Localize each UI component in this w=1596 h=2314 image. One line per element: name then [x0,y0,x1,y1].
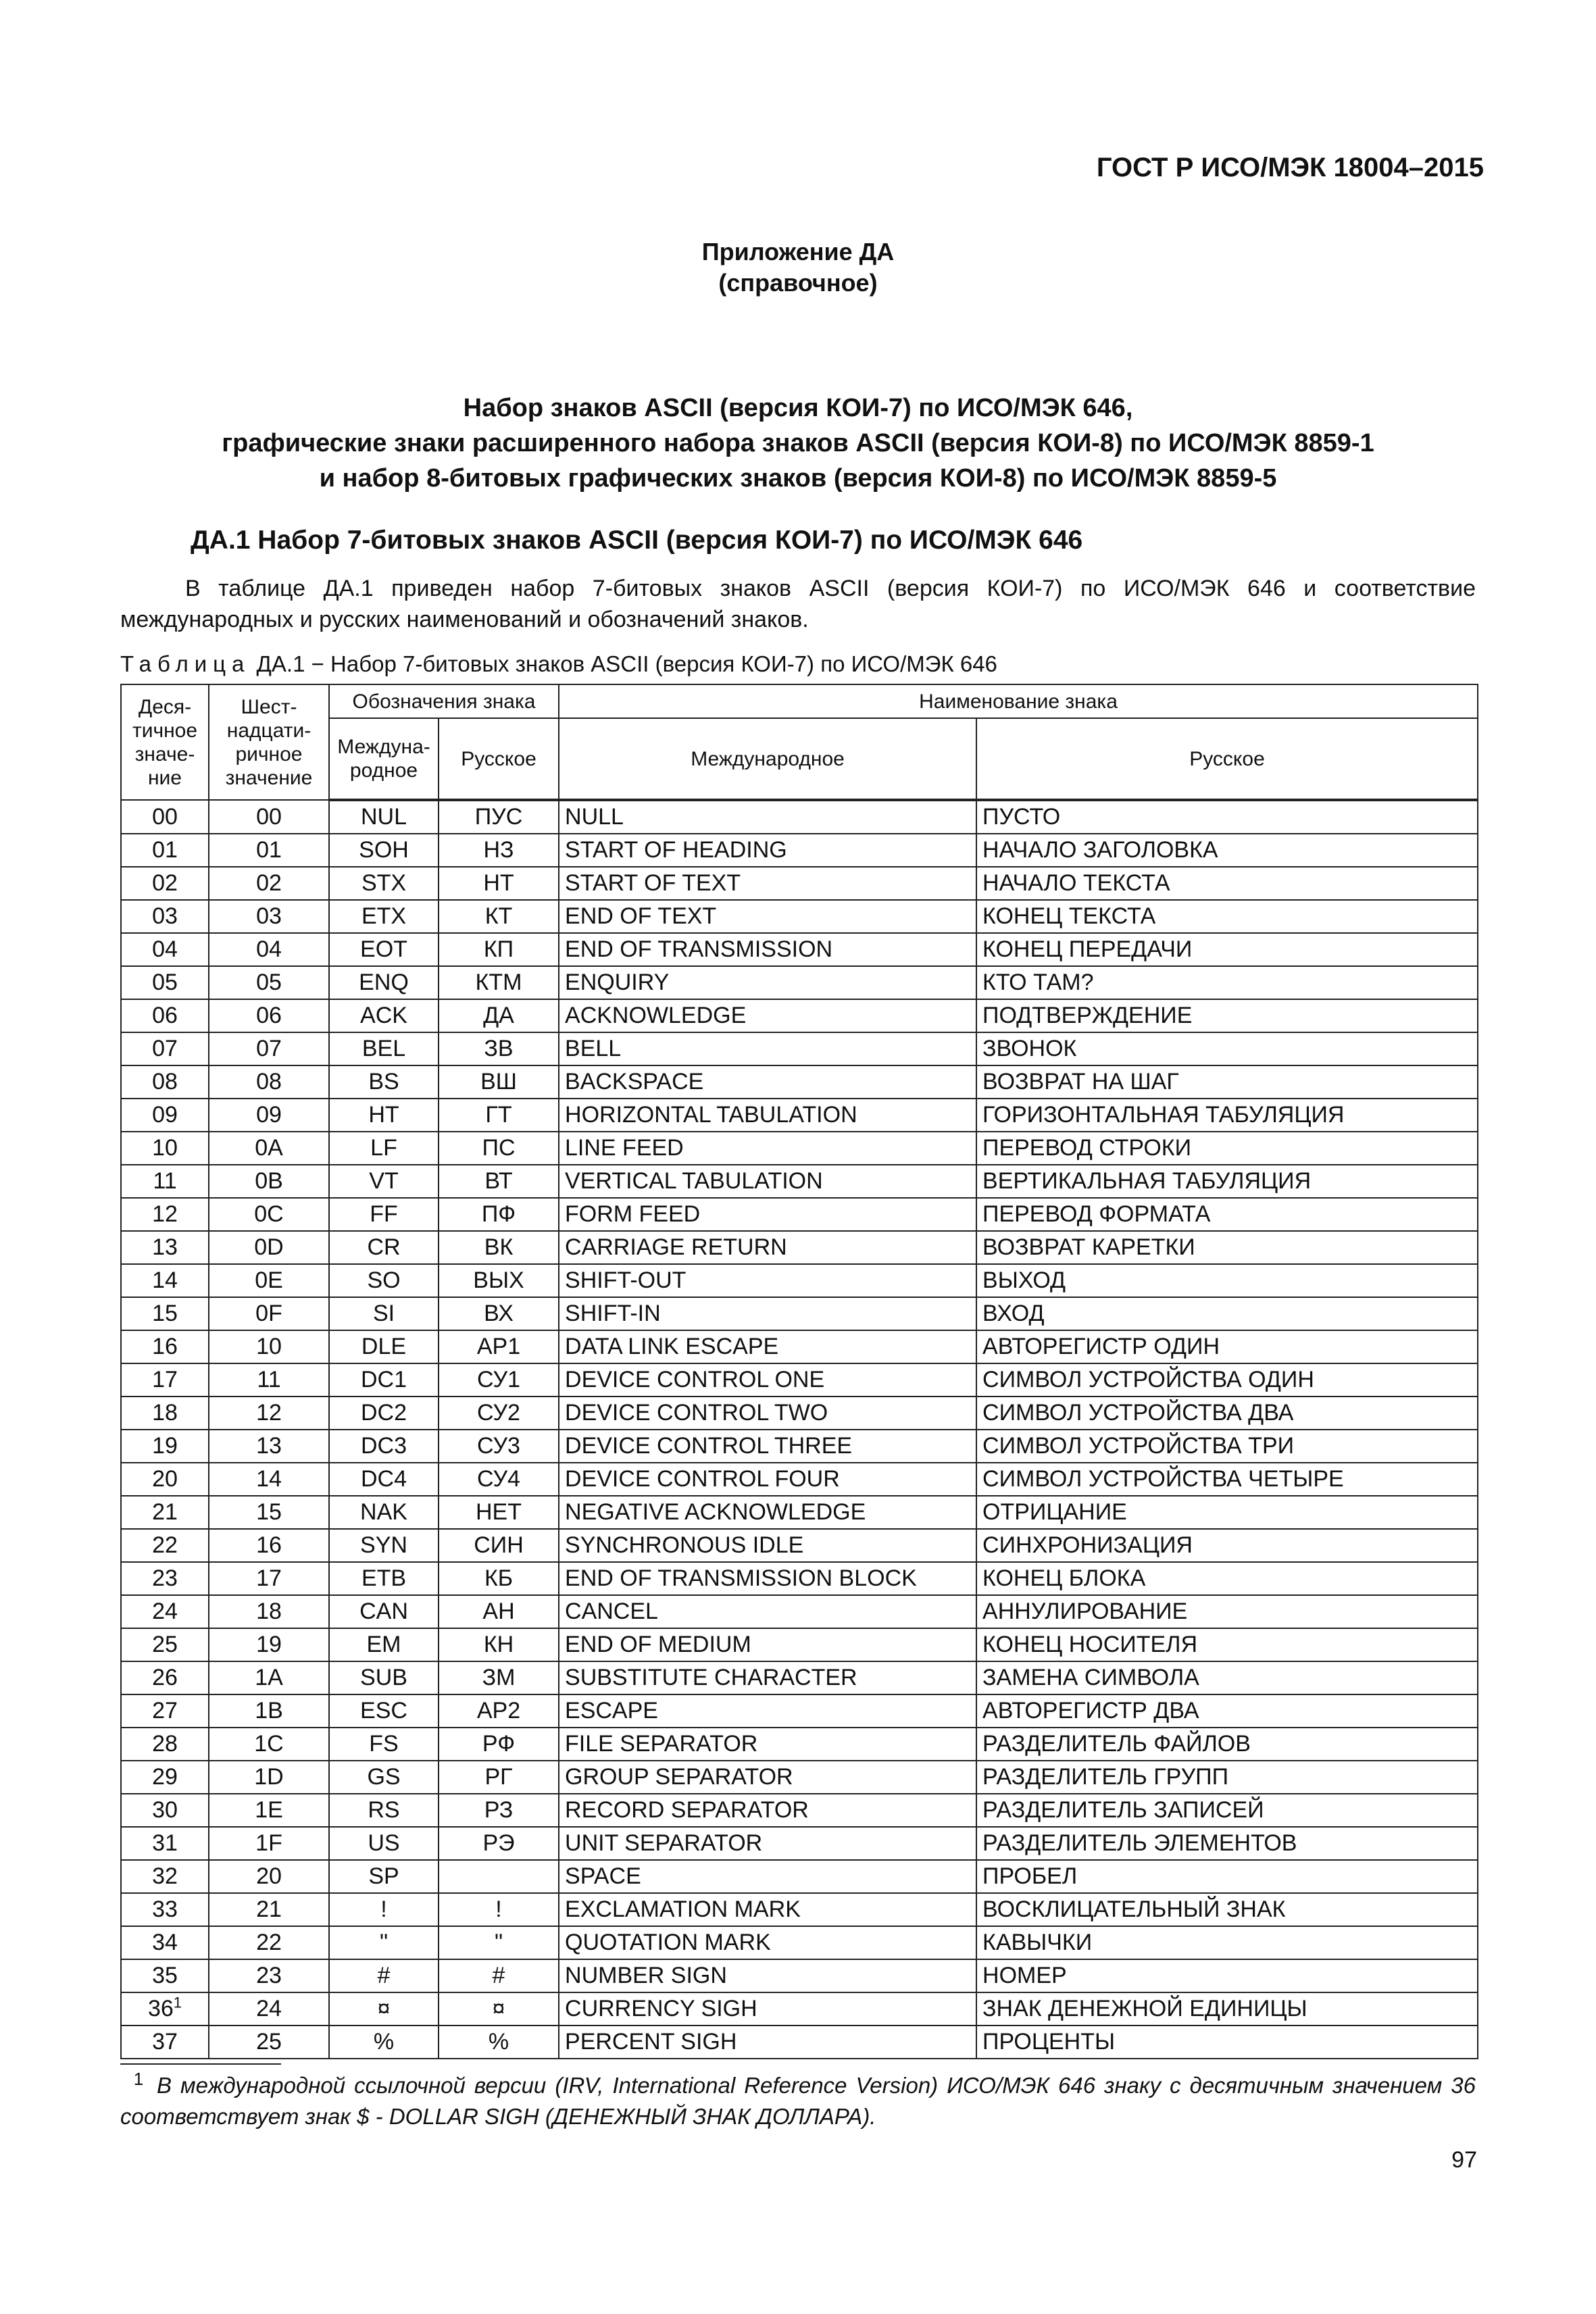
cell-symbol-russian: КТМ [439,966,559,999]
cell-hex: 0E [209,1264,329,1297]
cell-name-international: START OF HEADING [559,834,976,867]
appendix-heading [0,236,1596,299]
table-row [121,1529,1478,1562]
cell-symbol-russian: ВХ [439,1297,559,1330]
cell-hex: 15 [209,1496,329,1529]
cell-symbol-russian: НЗ [439,834,559,867]
title-line-1: Набор знаков ASCII (версия КОИ-7) по ИСО/МЭК 646, [463,394,1133,422]
cell-name-russian: ВОЗВРАТ НА ШАГ [976,1065,1478,1099]
cell-name-russian: ЗВОНОК [976,1032,1478,1065]
cell-hex: 18 [209,1595,329,1628]
cell-hex: 0C [209,1198,329,1231]
cell-name-russian: ВХОД [976,1297,1478,1330]
cell-name-international: UNIT SEPARATOR [559,1827,976,1860]
cell-decimal: 35 [121,1959,209,1992]
cell-name-russian: ПОДТВЕРЖДЕНИЕ [976,999,1478,1032]
cell-name-russian: ПРОЦЕНТЫ [976,2026,1478,2059]
cell-hex: 0A [209,1132,329,1165]
cell-symbol-international: DC3 [329,1430,439,1463]
table-row [121,1330,1478,1363]
header-symbol-russian: Русское [439,718,559,800]
cell-name-russian: РАЗДЕЛИТЕЛЬ ГРУПП [976,1761,1478,1794]
cell-hex: 06 [209,999,329,1032]
cell-hex: 12 [209,1397,329,1430]
footnote-text: В международной ссылочной версии (IRV, International Reference Version) ИСО/МЭК 646 знаку с десятичным значением 36 соответствует знак $ - DOLLAR SIGH (ДЕНЕЖНЫЙ ЗНАК ДОЛЛАРА). [120,2073,1476,2129]
cell-name-international: ESCAPE [559,1694,976,1728]
table-row [121,1893,1478,1926]
cell-symbol-russian: % [439,2026,559,2059]
cell-hex: 19 [209,1628,329,1661]
footnote-rule [120,2063,281,2065]
cell-hex: 04 [209,933,329,966]
cell-hex: 1E [209,1794,329,1827]
cell-decimal: 11 [121,1165,209,1198]
cell-hex: 07 [209,1032,329,1065]
cell-name-international: ACKNOWLEDGE [559,999,976,1032]
cell-symbol-russian: НТ [439,867,559,900]
cell-name-russian: РАЗДЕЛИТЕЛЬ ФАЙЛОВ [976,1728,1478,1761]
cell-decimal: 07 [121,1032,209,1065]
cell-name-russian: КОНЕЦ БЛОКА [976,1562,1478,1595]
cell-symbol-russian: ! [439,1893,559,1926]
cell-symbol-international: SP [329,1860,439,1893]
table-row [121,800,1478,834]
cell-symbol-international: DC2 [329,1397,439,1430]
cell-decimal: 03 [121,900,209,933]
table-row [121,1363,1478,1397]
cell-symbol-international: # [329,1959,439,1992]
table-row [121,1827,1478,1860]
table-row [121,867,1478,900]
table-row [121,1496,1478,1529]
cell-decimal: 16 [121,1330,209,1363]
cell-hex: 24 [209,1992,329,2026]
cell-hex: 03 [209,900,329,933]
cell-symbol-international: EM [329,1628,439,1661]
cell-name-international: DATA LINK ESCAPE [559,1330,976,1363]
cell-symbol-russian: АР2 [439,1694,559,1728]
intro-paragraph [120,573,1476,635]
cell-name-international: LINE FEED [559,1132,976,1165]
cell-symbol-international: CR [329,1231,439,1264]
cell-name-international: GROUP SEPARATOR [559,1761,976,1794]
cell-symbol-international: NUL [329,800,439,834]
cell-symbol-russian: КТ [439,900,559,933]
cell-decimal: 30 [121,1794,209,1827]
cell-symbol-international: DC4 [329,1463,439,1496]
cell-hex: 20 [209,1860,329,1893]
cell-name-international: HORIZONTAL TABULATION [559,1099,976,1132]
header-hex: Шест- надцати- ричное значение [209,684,329,800]
cell-symbol-russian: ПУС [439,800,559,834]
cell-symbol-international: HT [329,1099,439,1132]
caption-text: ДА.1 − Набор 7-битовых знаков ASCII (версия КОИ-7) по ИСО/МЭК 646 [250,651,997,676]
cell-decimal: 12 [121,1198,209,1231]
cell-symbol-international: FS [329,1728,439,1761]
footnote-ref: 1 [173,1994,182,2011]
header-decimal: Деся- тичное значе- ние [121,684,209,800]
cell-name-russian: КОНЕЦ НОСИТЕЛЯ [976,1628,1478,1661]
cell-hex: 10 [209,1330,329,1363]
cell-name-russian: КОНЕЦ ПЕРЕДАЧИ [976,933,1478,966]
cell-symbol-russian: АН [439,1595,559,1628]
cell-name-russian: РАЗДЕЛИТЕЛЬ ЭЛЕМЕНТОВ [976,1827,1478,1860]
cell-symbol-international: ETB [329,1562,439,1595]
cell-hex: 02 [209,867,329,900]
cell-symbol-international: BEL [329,1032,439,1065]
cell-symbol-russian: АР1 [439,1330,559,1363]
cell-symbol-russian: ВТ [439,1165,559,1198]
cell-symbol-russian: СУ2 [439,1397,559,1430]
cell-symbol-russian: ЗВ [439,1032,559,1065]
cell-symbol-international: SYN [329,1529,439,1562]
cell-symbol-russian: РЭ [439,1827,559,1860]
cell-name-russian: ГОРИЗОНТАЛЬНАЯ ТАБУЛЯЦИЯ [976,1099,1478,1132]
table-row [121,2026,1478,2059]
cell-name-international: CARRIAGE RETURN [559,1231,976,1264]
cell-symbol-russian: ДА [439,999,559,1032]
table-row [121,1231,1478,1264]
cell-symbol-international: DC1 [329,1363,439,1397]
table-row [121,1132,1478,1165]
cell-decimal: 31 [121,1827,209,1860]
cell-name-russian: ОТРИЦАНИЕ [976,1496,1478,1529]
cell-name-russian: АВТОРЕГИСТР ОДИН [976,1330,1478,1363]
cell-decimal: 21 [121,1496,209,1529]
cell-symbol-international: ETX [329,900,439,933]
cell-name-international: END OF TRANSMISSION BLOCK [559,1562,976,1595]
cell-name-international: VERTICAL TABULATION [559,1165,976,1198]
ascii-table [120,684,1478,2059]
intro-text: В таблице ДА.1 приведен набор 7-битовых знаков ASCII (версия КОИ-7) по ИСО/МЭК 646 и соответствие международных и русских наименований и обозначений знаков. [120,576,1476,632]
page-number: 97 [1451,2147,1477,2173]
table-row [121,1661,1478,1694]
cell-symbol-russian: КП [439,933,559,966]
cell-hex: 13 [209,1430,329,1463]
cell-hex: 1A [209,1661,329,1694]
cell-name-russian: ЗАМЕНА СИМВОЛА [976,1661,1478,1694]
table-row [121,1992,1478,2026]
cell-decimal: 19 [121,1430,209,1463]
cell-name-international: SHIFT-IN [559,1297,976,1330]
table-row [121,1430,1478,1463]
cell-symbol-international: NAK [329,1496,439,1529]
cell-decimal: 00 [121,800,209,834]
cell-symbol-international: % [329,2026,439,2059]
cell-name-russian: ВОЗВРАТ КАРЕТКИ [976,1231,1478,1264]
table-row [121,1297,1478,1330]
standard-designation: ГОСТ Р ИСО/МЭК 18004–2015 [1096,153,1484,182]
cell-symbol-international: ESC [329,1694,439,1728]
cell-symbol-international: VT [329,1165,439,1198]
header-names-group: Наименование знака [559,684,1478,718]
cell-decimal: $36^1$ [121,1992,209,2026]
cell-decimal: 17 [121,1363,209,1397]
cell-symbol-russian: НЕТ [439,1496,559,1529]
cell-name-international: DEVICE CONTROL ONE [559,1363,976,1397]
cell-decimal: 18 [121,1397,209,1430]
table-caption [120,651,997,677]
cell-symbol-russian: ЗМ [439,1661,559,1694]
cell-name-international: CANCEL [559,1595,976,1628]
cell-hex: 0F [209,1297,329,1330]
cell-symbol-russian: ПС [439,1132,559,1165]
cell-symbol-russian: СУ1 [439,1363,559,1397]
footnote: 1 В международной ссылочной версии (IRV, International Reference Version) ИСО/МЭК 646 знаку с десятичным значением 36 соответствует знак $ - DOLLAR SIGH (ДЕНЕЖНЫЙ ЗНАК ДОЛЛАРА). [120,2069,1476,2129]
table-row [121,933,1478,966]
cell-decimal: 26 [121,1661,209,1694]
cell-decimal: 09 [121,1099,209,1132]
cell-name-international: END OF TEXT [559,900,976,933]
cell-name-international: QUOTATION MARK [559,1926,976,1959]
appendix-type: (справочное) [718,269,878,297]
cell-symbol-russian: КН [439,1628,559,1661]
cell-name-russian: КАВЫЧКИ [976,1926,1478,1959]
table-row [121,1264,1478,1297]
cell-symbol-russian [439,1860,559,1893]
cell-name-russian: РАЗДЕЛИТЕЛЬ ЗАПИСЕЙ [976,1794,1478,1827]
table-row [121,1595,1478,1628]
cell-name-international: CURRENCY SIGH [559,1992,976,2026]
cell-name-international: BACKSPACE [559,1065,976,1099]
cell-decimal: 01 [121,834,209,867]
cell-name-international: DEVICE CONTROL THREE [559,1430,976,1463]
table-row [121,1463,1478,1496]
cell-decimal: 28 [121,1728,209,1761]
cell-name-russian: ВЫХОД [976,1264,1478,1297]
cell-symbol-international: ! [329,1893,439,1926]
cell-symbol-russian: КБ [439,1562,559,1595]
table-row [121,1694,1478,1728]
title-line-3: и набор 8-битовых графических знаков (версия КОИ-8) по ИСО/МЭК 8859-5 [319,464,1277,493]
cell-symbol-international: FF [329,1198,439,1231]
cell-symbol-international: ACK [329,999,439,1032]
cell-symbol-international: SUB [329,1661,439,1694]
cell-name-russian: СИМВОЛ УСТРОЙСТВА ЧЕТЫРЕ [976,1463,1478,1496]
cell-hex: 05 [209,966,329,999]
table-row [121,1628,1478,1661]
title-line-2: графические знаки расширенного набора знаков ASCII (версия КОИ-8) по ИСО/МЭК 8859-1 [222,429,1374,457]
cell-name-russian: АННУЛИРОВАНИЕ [976,1595,1478,1628]
table-row [121,999,1478,1032]
cell-symbol-russian: ВК [439,1231,559,1264]
cell-symbol-international: " [329,1926,439,1959]
cell-symbol-international: LF [329,1132,439,1165]
cell-hex: 00 [209,800,329,834]
cell-symbol-russian: СИН [439,1529,559,1562]
header-name-russian: Русское [976,718,1478,800]
table-row [121,1926,1478,1959]
cell-name-international: FILE SEPARATOR [559,1728,976,1761]
cell-hex: 1B [209,1694,329,1728]
cell-symbol-russian: СУ4 [439,1463,559,1496]
cell-name-international: SPACE [559,1860,976,1893]
table-row [121,1397,1478,1430]
cell-symbol-russian: РГ [439,1761,559,1794]
cell-symbol-international: RS [329,1794,439,1827]
appendix-title [0,391,1596,496]
cell-symbol-russian: ¤ [439,1992,559,2026]
cell-symbol-international: ¤ [329,1992,439,2026]
cell-name-russian: НАЧАЛО ЗАГОЛОВКА [976,834,1478,867]
table-row [121,1860,1478,1893]
header-symbols-group: Обозначения знака [329,684,559,718]
cell-symbol-russian: ВШ [439,1065,559,1099]
table-body [121,800,1478,2059]
cell-decimal: 33 [121,1893,209,1926]
cell-hex: 08 [209,1065,329,1099]
cell-decimal: 15 [121,1297,209,1330]
cell-hex: 21 [209,1893,329,1926]
cell-symbol-international: SO [329,1264,439,1297]
cell-name-russian: НОМЕР [976,1959,1478,1992]
cell-symbol-russian: РЗ [439,1794,559,1827]
cell-decimal: 22 [121,1529,209,1562]
cell-name-russian: СИНХРОНИЗАЦИЯ [976,1529,1478,1562]
cell-hex: 01 [209,834,329,867]
cell-name-russian: ПУСТО [976,800,1478,834]
cell-name-russian: КТО ТАМ? [976,966,1478,999]
cell-name-international: START OF TEXT [559,867,976,900]
cell-name-russian: ПРОБЕЛ [976,1860,1478,1893]
table-row [121,1562,1478,1595]
cell-decimal: 05 [121,966,209,999]
cell-name-russian: СИМВОЛ УСТРОЙСТВА ДВА [976,1397,1478,1430]
cell-symbol-international: EOT [329,933,439,966]
cell-decimal: 04 [121,933,209,966]
cell-name-international: PERCENT SIGH [559,2026,976,2059]
cell-symbol-russian: ВЫХ [439,1264,559,1297]
cell-name-international: END OF MEDIUM [559,1628,976,1661]
cell-symbol-international: BS [329,1065,439,1099]
cell-decimal: 08 [121,1065,209,1099]
table-row [121,1794,1478,1827]
cell-name-international: EXCLAMATION MARK [559,1893,976,1926]
cell-name-russian: ПЕРЕВОД СТРОКИ [976,1132,1478,1165]
cell-hex: 11 [209,1363,329,1397]
cell-name-russian: ПЕРЕВОД ФОРМАТА [976,1198,1478,1231]
cell-name-russian: СИМВОЛ УСТРОЙСТВА ОДИН [976,1363,1478,1397]
caption-prefix: Таблица [120,651,251,676]
cell-decimal: 37 [121,2026,209,2059]
cell-hex: 17 [209,1562,329,1595]
cell-name-russian: ЗНАК ДЕНЕЖНОЙ ЕДИНИЦЫ [976,1992,1478,2026]
cell-hex: 1D [209,1761,329,1794]
cell-decimal: 10 [121,1132,209,1165]
cell-name-international: DEVICE CONTROL FOUR [559,1463,976,1496]
header-symbol-international: Междуна- родное [329,718,439,800]
table-row [121,1165,1478,1198]
cell-decimal: 23 [121,1562,209,1595]
cell-hex: 14 [209,1463,329,1496]
table-row [121,1761,1478,1794]
cell-decimal: 34 [121,1926,209,1959]
cell-hex: 09 [209,1099,329,1132]
cell-name-russian: СИМВОЛ УСТРОЙСТВА ТРИ [976,1430,1478,1463]
cell-decimal: 13 [121,1231,209,1264]
table-row [121,900,1478,933]
cell-symbol-international: ENQ [329,966,439,999]
cell-name-international: BELL [559,1032,976,1065]
cell-hex: 0B [209,1165,329,1198]
header-name-international: Международное [559,718,976,800]
table-row [121,1728,1478,1761]
cell-symbol-international: GS [329,1761,439,1794]
cell-name-international: SHIFT-OUT [559,1264,976,1297]
cell-name-international: NEGATIVE ACKNOWLEDGE [559,1496,976,1529]
cell-hex: 1F [209,1827,329,1860]
section-heading: ДА.1 Набор 7-битовых знаков ASCII (версия КОИ-7) по ИСО/МЭК 646 [191,526,1083,555]
cell-symbol-russian: ГТ [439,1099,559,1132]
appendix-label: Приложение ДА [701,238,895,266]
cell-symbol-international: CAN [329,1595,439,1628]
cell-hex: 25 [209,2026,329,2059]
table-row [121,1198,1478,1231]
cell-decimal: 24 [121,1595,209,1628]
cell-decimal: 32 [121,1860,209,1893]
cell-decimal: 14 [121,1264,209,1297]
cell-symbol-international: US [329,1827,439,1860]
cell-name-international: NUMBER SIGN [559,1959,976,1992]
cell-name-international: FORM FEED [559,1198,976,1231]
table-row [121,1065,1478,1099]
cell-symbol-russian: # [439,1959,559,1992]
cell-decimal: 20 [121,1463,209,1496]
cell-hex: 0D [209,1231,329,1264]
table-row [121,1959,1478,1992]
cell-symbol-international: STX [329,867,439,900]
cell-decimal: 06 [121,999,209,1032]
table-row [121,834,1478,867]
cell-symbol-russian: СУ3 [439,1430,559,1463]
cell-name-russian: ВЕРТИКАЛЬНАЯ ТАБУЛЯЦИЯ [976,1165,1478,1198]
cell-name-russian: АВТОРЕГИСТР ДВА [976,1694,1478,1728]
cell-name-international: RECORD SEPARATOR [559,1794,976,1827]
cell-name-international: NULL [559,800,976,834]
cell-symbol-international: DLE [329,1330,439,1363]
cell-decimal: 27 [121,1694,209,1728]
table-row [121,1099,1478,1132]
cell-hex: 23 [209,1959,329,1992]
cell-name-russian: КОНЕЦ ТЕКСТА [976,900,1478,933]
cell-hex: 22 [209,1926,329,1959]
cell-decimal: 25 [121,1628,209,1661]
table-row [121,1032,1478,1065]
cell-symbol-international: SI [329,1297,439,1330]
cell-name-international: END OF TRANSMISSION [559,933,976,966]
cell-decimal: 29 [121,1761,209,1794]
cell-decimal: 02 [121,867,209,900]
cell-name-international: SUBSTITUTE CHARACTER [559,1661,976,1694]
cell-name-russian: НАЧАЛО ТЕКСТА [976,867,1478,900]
cell-hex: 16 [209,1529,329,1562]
cell-name-international: SYNCHRONOUS IDLE [559,1529,976,1562]
cell-symbol-international: SOH [329,834,439,867]
cell-name-international: ENQUIRY [559,966,976,999]
cell-hex: 1C [209,1728,329,1761]
cell-symbol-russian: " [439,1926,559,1959]
cell-name-international: DEVICE CONTROL TWO [559,1397,976,1430]
cell-symbol-russian: РФ [439,1728,559,1761]
table-row [121,966,1478,999]
cell-symbol-russian: ПФ [439,1198,559,1231]
cell-name-russian: ВОСКЛИЦАТЕЛЬНЫЙ ЗНАК [976,1893,1478,1926]
